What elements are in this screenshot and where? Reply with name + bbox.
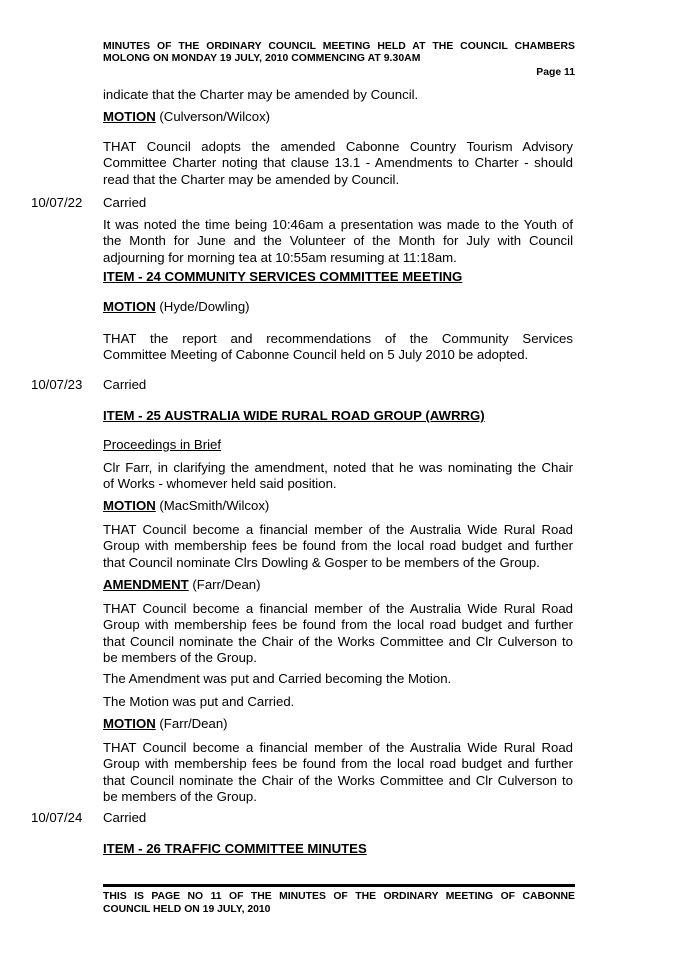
motion-label: MOTION [103,716,156,731]
footer-line-2: COUNCIL HELD ON 19 JULY, 2010 [103,903,271,915]
resolution-status: Carried [103,810,147,825]
motion-movers: (MacSmith/Wilcox) [155,498,270,513]
amendment-put: The Amendment was put and Carried becoming the Motion. [103,671,452,686]
header-line-1: MINUTES OF THE ORDINARY COUNCIL MEETING HELD AT THE COUNCIL CHAMBERS [103,41,575,52]
motion-heading-4 [103,716,573,732]
amendment-text [103,601,573,666]
motion-movers: (Culverson/Wilcox) [155,109,271,124]
motion-label: MOTION [103,498,156,513]
amendment-movers: (Farr/Dean) [188,577,261,592]
resolution-status: Carried [103,195,147,210]
motion-4-line: that Council nominate the Chair of the Works Committee and Clr Culverson to [103,772,573,788]
motion-1-line: Committee Charter noting that clause 13.1 - Amendments to Charter - should [103,155,573,171]
resolution-number: 10/07/24 [31,810,83,825]
farr-note-line: of Works - whomever held said position. [103,476,337,492]
time-note-line: adjourning for morning tea at 10:55am resuming at 11:18am. [103,249,457,265]
motion-3-line: that Council nominate Clrs Dowling & Gosper to be members of the Group. [103,554,540,570]
motion-movers: (Farr/Dean) [155,716,228,731]
amendment-label: AMENDMENT [103,577,189,592]
item-26-heading: ITEM - 26 TRAFFIC COMMITTEE MINUTES [103,841,367,856]
motion-label: MOTION [103,109,156,124]
amendment-line: THAT Council become a financial member of the Australia Wide Rural Road [103,601,573,616]
amendment-heading [103,577,573,593]
motion-3-line: Group with membership fees be found from the local road budget and further [103,538,573,554]
amendment-line: be members of the Group. [103,649,257,665]
motion-heading-3 [103,498,573,514]
farr-note-line: Clr Farr, in clarifying the amendment, noted that he was nominating the Chair [103,460,573,475]
proceedings-heading [103,437,573,453]
resolution-status: Carried [103,377,147,392]
proceedings-label: Proceedings in Brief [103,437,222,452]
resolution-number: 10/07/22 [31,195,83,210]
time-note-line: the Month for June and the Volunteer of the Month for July with Council [103,233,573,249]
amendment-line: Group with membership fees be found from the local road budget and further [103,617,573,633]
motion-put: The Motion was put and Carried. [103,694,295,709]
motion-4-text [103,740,573,805]
motion-heading-1 [103,109,573,125]
motion-3-line: THAT Council become a financial member of the Australia Wide Rural Road [103,522,573,537]
footer-line-1: THIS IS PAGE NO 11 OF THE MINUTES OF THE ORDINARY MEETING OF CABONNE [103,891,575,902]
motion-4-line: be members of the Group. [103,788,257,804]
motion-heading-2 [103,299,573,315]
motion-4-line: Group with membership fees be found from the local road budget and further [103,756,573,772]
page-header [103,41,575,65]
footer-rule [103,884,575,887]
motion-2-line: THAT the report and recommendations of the Community Services [103,331,573,346]
motion-1-line: read that the Charter may be amended by Council. [103,171,400,187]
farr-note [103,460,573,493]
continued-text: indicate that the Charter may be amended by Council. [103,87,419,102]
item-24-heading: ITEM - 24 COMMUNITY SERVICES COMMITTEE MEETING [103,269,463,284]
page-number: Page 11 [536,67,575,78]
motion-1-text [103,139,573,188]
page-footer [103,891,575,916]
motion-1-line: THAT Council adopts the amended Cabonne Country Tourism Advisory [103,139,573,154]
motion-2-text [103,331,573,364]
motion-4-line: THAT Council become a financial member of the Australia Wide Rural Road [103,740,573,755]
header-line-2: MOLONG ON MONDAY 19 JULY, 2010 COMMENCING AT 9.30AM [103,53,421,64]
motion-2-line: Committee Meeting of Cabonne Council held on 5 July 2010 be adopted. [103,347,529,363]
motion-movers: (Hyde/Dowling) [155,299,250,314]
amendment-line: that Council nominate the Chair of the Works Committee and Clr Culverson to [103,633,573,649]
time-note [103,217,573,266]
motion-label: MOTION [103,299,156,314]
time-note-line: It was noted the time being 10:46am a presentation was made to the Youth of [103,217,573,232]
resolution-number: 10/07/23 [31,377,83,392]
item-25-heading: ITEM - 25 AUSTRALIA WIDE RURAL ROAD GROUP (AWRRG) [103,408,485,423]
motion-3-text [103,522,573,571]
